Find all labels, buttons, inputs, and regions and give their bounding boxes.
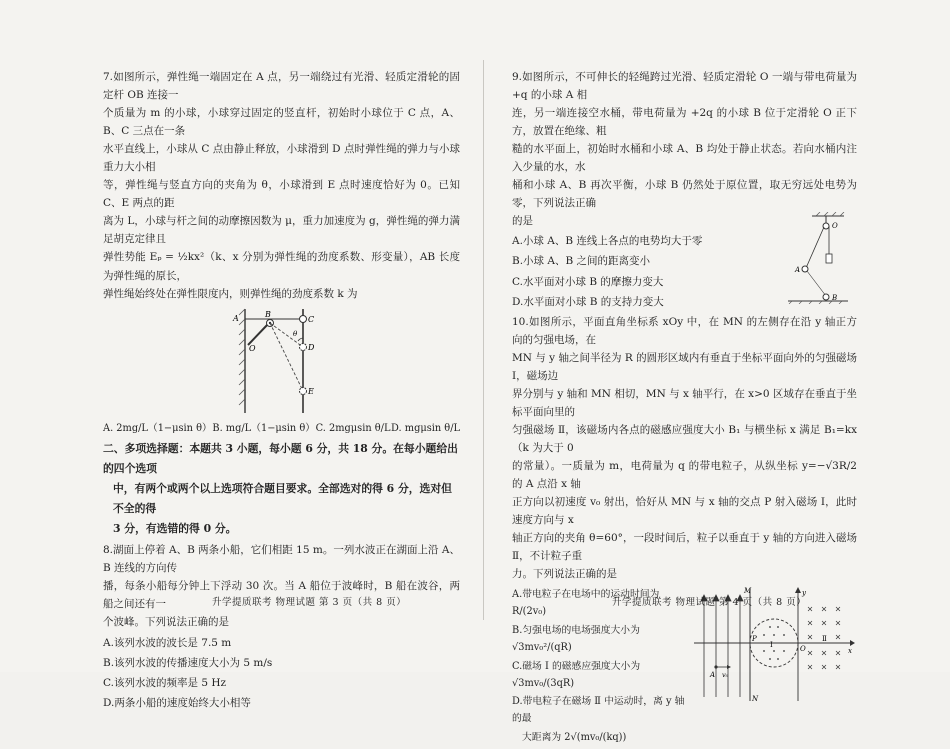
q7-figure [103, 305, 460, 417]
q9-line: 连，另一端连接空水桶，带电荷量为 +2q 的小球 B 位于定滑轮 O 正下方，放置在绝缘、粗 [512, 107, 857, 138]
label-a: A [710, 671, 716, 680]
q7-option-a[interactable]: A. 2mg/L（1−μsin θ） [103, 422, 212, 434]
q8-option-a[interactable]: A.该列水波的波长是 7.5 m [103, 636, 232, 649]
label-o: O [249, 343, 256, 353]
q7-line: 水平直线上，小球从 C 点由静止释放，小球滑到 D 点时弹性绳的弹力与小球重力大小相 [103, 143, 460, 174]
q10-line: 10.如图所示，平面直角坐标系 xOy 中，在 MN 的左侧存在沿 y 轴正方向的匀强电场，在 [512, 315, 857, 346]
q7-line: 个质量为 m 的小球，小球穿过固定的竖直杆，初始时小球位于 C 点，A、B、C 三点在一条 [103, 107, 460, 138]
q8-option-b[interactable]: B.该列水波的传播速度大小为 5 m/s [103, 656, 273, 669]
q10-line: 轴正方向的夹角 θ=60°，一段时间后，粒子以垂直于 y 轴的方向进入磁场 Ⅱ，不计粒子重 [512, 532, 857, 563]
q10-line: 界分别与 y 轴和 MN 相切，MN 与 x 轴平行，在 x>0 区域存在垂直于坐标平面向里的 [512, 387, 857, 418]
q8-option-d[interactable]: D.两条小船的速度始终大小相等 [103, 696, 251, 709]
question-8 [103, 541, 460, 711]
q10-line: 力。下列说法正确的是 [512, 568, 617, 581]
label-d: D [308, 342, 315, 352]
label-n: N [752, 695, 759, 704]
q7-options [103, 421, 460, 438]
q9-body [512, 212, 857, 312]
label-region-ii: Ⅱ [822, 635, 827, 644]
left-page-footer: 升学提质联考 物理试题 第 3 页（共 8 页） [212, 597, 407, 608]
q7-line: 弹性绳始终处在弹性限度内，则弹性绳的劲度系数 k 为 [103, 287, 358, 300]
q10-body [512, 585, 857, 749]
question-7 [103, 68, 460, 437]
q8-line: 个波峰。下列说法正确的是 [103, 616, 229, 629]
q7-option-c[interactable]: C. 2mgμsin θ/L [315, 422, 391, 434]
q9-option-b[interactable]: B.小球 A、B 之间的距离变小 [512, 255, 651, 268]
label-y: y [802, 589, 806, 598]
q10-line: 的常量）。一质量为 m，电荷量为 q 的带电粒子，从纵坐标 y=−√3R/2 的 A 点沿 x 轴 [512, 459, 857, 491]
section-multiple-choice-header [103, 439, 460, 539]
q8-line: 8.湖面上停着 A、B 两条小船，它们相距 15 m。一列水波正在湖面上沿 A、B 连线的方向传 [103, 544, 460, 575]
q7-option-b[interactable]: B. mg/L（1−μsin θ） [212, 422, 316, 434]
label-v0: v₀ [722, 671, 729, 680]
q9-option-a[interactable]: A.小球 A、B 连线上各点的电势均大于零 [512, 235, 703, 248]
q9-option-c[interactable]: C.水平面对小球 B 的摩擦力变大 [512, 275, 664, 288]
q9-option-d[interactable]: D.水平面对小球 B 的支持力变大 [512, 295, 664, 308]
q10-option-d-cont: 大距离为 2√(mv₀/(kq)) [522, 732, 627, 744]
right-page-footer: 升学提质联考 物理试题 第 4 页（共 8 页） [612, 597, 807, 608]
q10-line: MN 与 y 轴之间半径为 R 的圆形区域内有垂直于坐标平面向外的匀强磁场 Ⅰ，磁场边 [512, 351, 857, 382]
label-x: x [848, 647, 852, 656]
label-o: O [800, 645, 806, 654]
q9-figure [782, 212, 852, 304]
label-p: P [752, 635, 757, 644]
q7-line: 离为 L，小球与杆之间的动摩擦因数为 μ，重力加速度为 g，弹性绳的弹力满足胡克定律且 [103, 215, 460, 246]
label-c: C [308, 314, 315, 324]
label-region-i: Ⅰ [770, 641, 773, 650]
page-divider [483, 60, 484, 620]
question-10 [512, 313, 857, 749]
label-e: E [308, 386, 314, 396]
label-b: B [832, 294, 838, 303]
label-a: A [233, 313, 239, 323]
q7-option-d[interactable]: D. mgμsin θ/L [391, 422, 460, 434]
label-theta: θ [293, 329, 298, 338]
label-a: A [795, 266, 801, 275]
q10-option-c[interactable]: C.磁场 Ⅰ 的磁感应强度大小为 √3mv₀/(3qR) [512, 660, 641, 689]
q9-line: 糙的水平面上，初始时水桶和小球 A、B 均处于静止状态。若向水桶内注入少量的水，水 [512, 143, 857, 174]
q8-option-c[interactable]: C.该列水波的频率是 5 Hz [103, 676, 227, 689]
q7-line: 弹性势能 Eₚ = ½kx²（k、x 分别为弹性绳的劲度系数、形变量），AB 长度为弹性绳的原长， [103, 251, 460, 282]
q10-option-d[interactable]: D.带电粒子在磁场 Ⅱ 中运动时，离 y 轴的最 [512, 696, 685, 725]
label-m: M [744, 587, 752, 596]
q10-option-b[interactable]: B.匀强电场的电场强度大小为 √3mv₀²/(qR) [512, 625, 640, 653]
q7-line: 7.如图所示，弹性绳一端固定在 A 点，另一端绕过有光滑、轻质定滑轮的固定杆 OB 连接一 [103, 71, 460, 102]
left-page [103, 68, 460, 709]
question-9 [512, 68, 857, 313]
section-line: 中，有两个或两个以上选项符合题目要求。全部选对的得 6 分，选对但不全的得 [113, 482, 452, 516]
q9-line: 桶和小球 A、B 再次平衡，小球 B 仍然处于原位置，取无穷远处电势为零，下列说法正确 [512, 179, 857, 210]
section-line: 3 分，有选错的得 0 分。 [113, 522, 237, 536]
q10-option-a[interactable]: A.带电粒子在电场中的运动时间为 R/(2v₀) [512, 589, 660, 618]
right-page [512, 68, 857, 744]
q9-line: 的是 [512, 215, 533, 228]
q10-line: 匀强磁场 Ⅱ，该磁场内各点的磁感应强度大小 B₁ 与横坐标 x 满足 B₁=kx（k 为大于 0 [512, 423, 857, 454]
q10-line: 正方向以初速度 v₀ 射出，恰好从 MN 与 x 轴的交点 P 射入磁场 Ⅰ，此时速度方向与 x [512, 496, 857, 527]
q9-line: 9.如图所示，不可伸长的轻绳跨过光滑、轻质定滑轮 O 一端与带电荷量为 +q 的小球 A 相 [512, 71, 857, 102]
section-line: 二、多项选择题：本题共 3 小题，每小题 6 分，共 18 分。在每小题给出的四个选项 [103, 442, 458, 476]
q8-line: 播，每条小船每分钟上下浮动 30 次。当 A 船位于波峰时，B 船在波谷，两船之间还有一 [103, 580, 460, 611]
label-o: O [832, 222, 838, 231]
label-b: B [265, 309, 271, 319]
q7-line: 等，弹性绳与竖直方向的夹角为 θ，小球滑到 E 点时速度恰好为 0。已知 C、E 两点的距 [103, 179, 460, 210]
